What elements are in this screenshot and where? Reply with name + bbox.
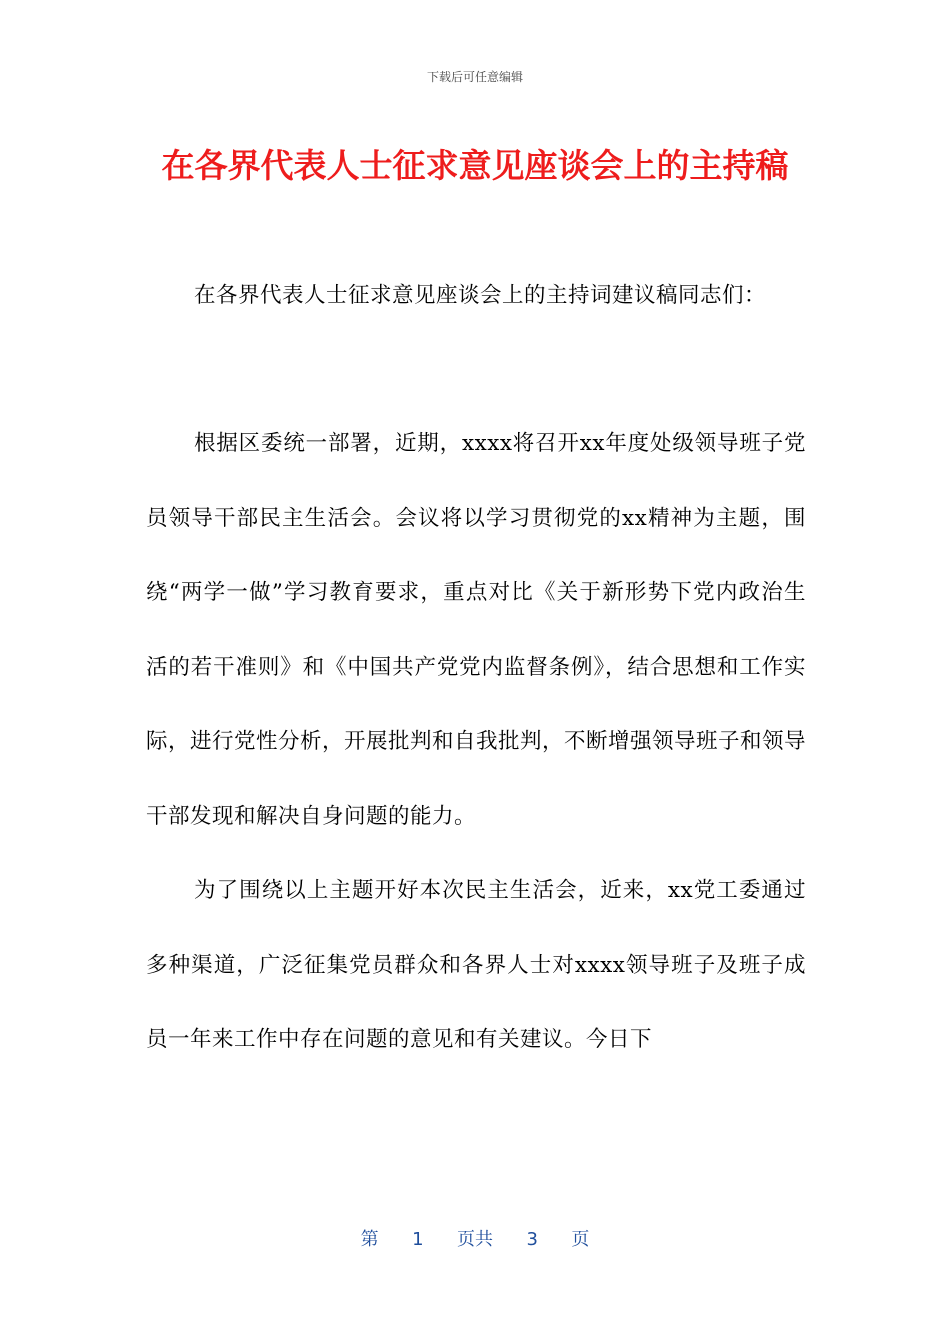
paragraph-1: 根据区委统一部署，近期，xxxx将召开xx年度处级领导班子党员领导干部民主生活会。会议将以学习贯彻党的xx精神为主题，围绕“两学一做”学习教育要求，重点对比《关于新形势下党内政治生活的若干准则》和《中国共产党党内监督条例》，结合思想和工作实际，进行党性分析，开展批判和自我批判，不断增强领导班子和领导干部发现和解决自身问题的能力。 [146,431,807,829]
paragraph-2: 为了围绕以上主题开好本次民主生活会，近来，xx党工委通过多种渠道，广泛征集党员群众和各界人士对xxxx领导班子及班子成员一年来工作中存在问题的意见和有关建议。今日下 [146,878,806,1052]
document-body [146,407,806,1078]
page-footer [0,1225,950,1251]
page-label-prefix: 第 [360,1229,379,1250]
page-label-suffix: 页 [571,1229,590,1250]
greeting-line: 在各界代表人士征求意见座谈会上的主持词建议稿同志们： [194,283,767,308]
current-page-number: 1 [412,1229,424,1250]
header-note: 下载后可任意编辑 [426,70,523,84]
page-label-mid: 页共 [457,1229,493,1250]
total-pages-number: 3 [526,1229,538,1250]
document-title: 在各界代表人士征求意见座谈会上的主持稿 [161,146,789,185]
